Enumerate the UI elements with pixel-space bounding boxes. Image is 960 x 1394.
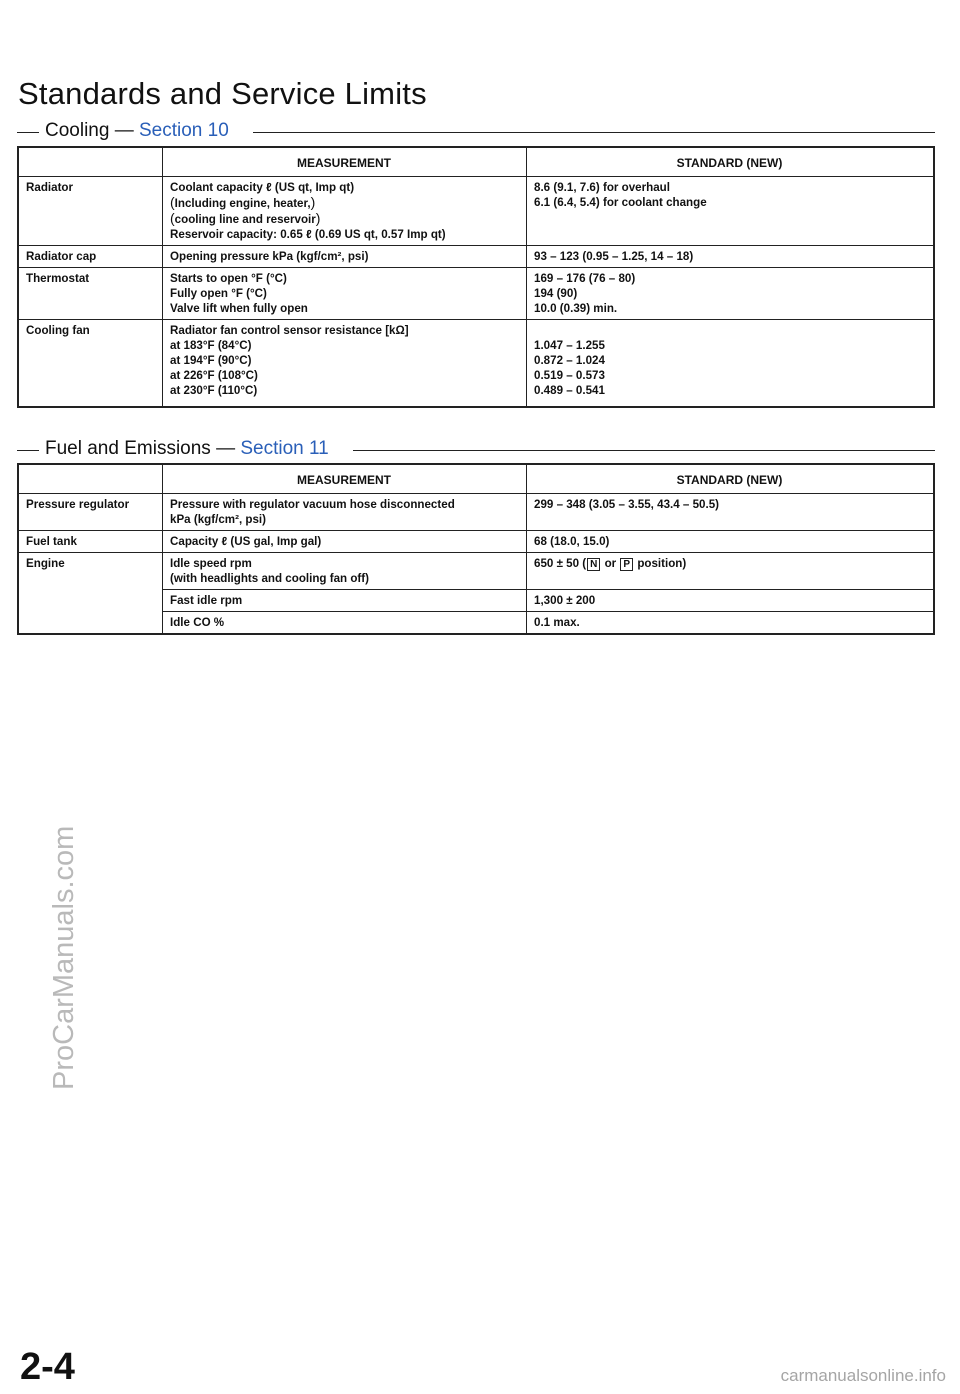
fuel-table — [17, 463, 935, 635]
pressure-regulator-measurement: Pressure with regulator vacuum hose disconnected kPa (kgf/cm², psi) — [163, 494, 527, 531]
table-row — [18, 320, 934, 408]
thermostat-standard: 169 – 176 (76 – 80) 194 (90) 10.0 (0.39) min. — [527, 268, 935, 320]
radiator-standard: 8.6 (9.1, 7.6) for overhaul 6.1 (6.4, 5.4) for coolant change — [527, 177, 935, 246]
cooling-section-link[interactable]: Section 10 — [139, 120, 229, 141]
row-item-radiator-cap: Radiator cap — [18, 246, 163, 268]
row-item-fuel-tank: Fuel tank — [18, 531, 163, 553]
radiator-cap-measurement: Opening pressure kPa (kgf/cm², psi) — [163, 246, 527, 268]
idle-co-measurement: Idle CO % — [163, 612, 527, 635]
cooling-heading-text: Cooling — — [45, 120, 134, 141]
row-item-cooling-fan: Cooling fan — [18, 320, 163, 408]
cooling-section-heading — [17, 120, 935, 144]
table-row — [18, 531, 934, 553]
fast-idle-measurement: Fast idle rpm — [163, 590, 527, 612]
cooling-fan-standard: 1.047 – 1.255 0.872 – 1.024 0.519 – 0.573 0.489 – 0.541 — [527, 320, 935, 408]
row-item-radiator: Radiator — [18, 177, 163, 246]
row-item-thermostat: Thermostat — [18, 268, 163, 320]
fuel-heading-text: Fuel and Emissions — — [45, 438, 236, 459]
fuel-header-blank — [18, 464, 163, 494]
fuel-tank-standard: 68 (18.0, 15.0) — [527, 531, 935, 553]
thermostat-measurement: Starts to open °F (°C) Fully open °F (°C) Valve lift when fully open — [163, 268, 527, 320]
fuel-tank-measurement: Capacity ℓ (US gal, Imp gal) — [163, 531, 527, 553]
fast-idle-standard: 1,300 ± 200 — [527, 590, 935, 612]
radiator-measurement: Coolant capacity ℓ (US qt, Imp qt) (Including engine, heater,) (cooling line and reservoir) Reservoir capacity: 0.65 ℓ (0.69 US qt, 0.57 Imp qt) — [163, 177, 527, 246]
table-row — [18, 177, 934, 246]
table-row — [18, 246, 934, 268]
table-row — [18, 553, 934, 590]
cooling-table — [17, 146, 935, 408]
fuel-section-heading — [17, 438, 935, 462]
footer-site-text: carmanualsonline.info — [780, 1366, 946, 1385]
gear-p-symbol: P — [620, 558, 633, 571]
table-row — [18, 268, 934, 320]
row-item-engine: Engine — [18, 553, 163, 635]
fuel-col-standard: STANDARD (NEW) — [527, 464, 935, 494]
idle-co-standard: 0.1 max. — [527, 612, 935, 635]
page-title: Standards and Service Limits — [18, 76, 427, 111]
radiator-cap-standard: 93 – 123 (0.95 – 1.25, 14 – 18) — [527, 246, 935, 268]
cooling-col-standard: STANDARD (NEW) — [527, 147, 935, 177]
fuel-col-measurement: MEASUREMENT — [163, 464, 527, 494]
row-item-pressure-regulator: Pressure regulator — [18, 494, 163, 531]
cooling-header-blank — [18, 147, 163, 177]
idle-speed-measurement: Idle speed rpm (with headlights and cooling fan off) — [163, 553, 527, 590]
table-row — [18, 494, 934, 531]
cooling-fan-measurement: Radiator fan control sensor resistance [kΩ] at 183°F (84°C) at 194°F (90°C) at 226°F (108°C) at 230°F (110°C) — [163, 320, 527, 408]
pressure-regulator-standard: 299 – 348 (3.05 – 3.55, 43.4 – 50.5) — [527, 494, 935, 531]
page-number: 2-4 — [20, 1346, 75, 1388]
fuel-section-link[interactable]: Section 11 — [240, 438, 329, 459]
watermark-text: ProCarManuals.com — [48, 825, 80, 1090]
gear-n-symbol: N — [587, 558, 600, 571]
cooling-col-measurement: MEASUREMENT — [163, 147, 527, 177]
idle-speed-standard: 650 ± 50 ( N or P position) — [527, 553, 935, 590]
